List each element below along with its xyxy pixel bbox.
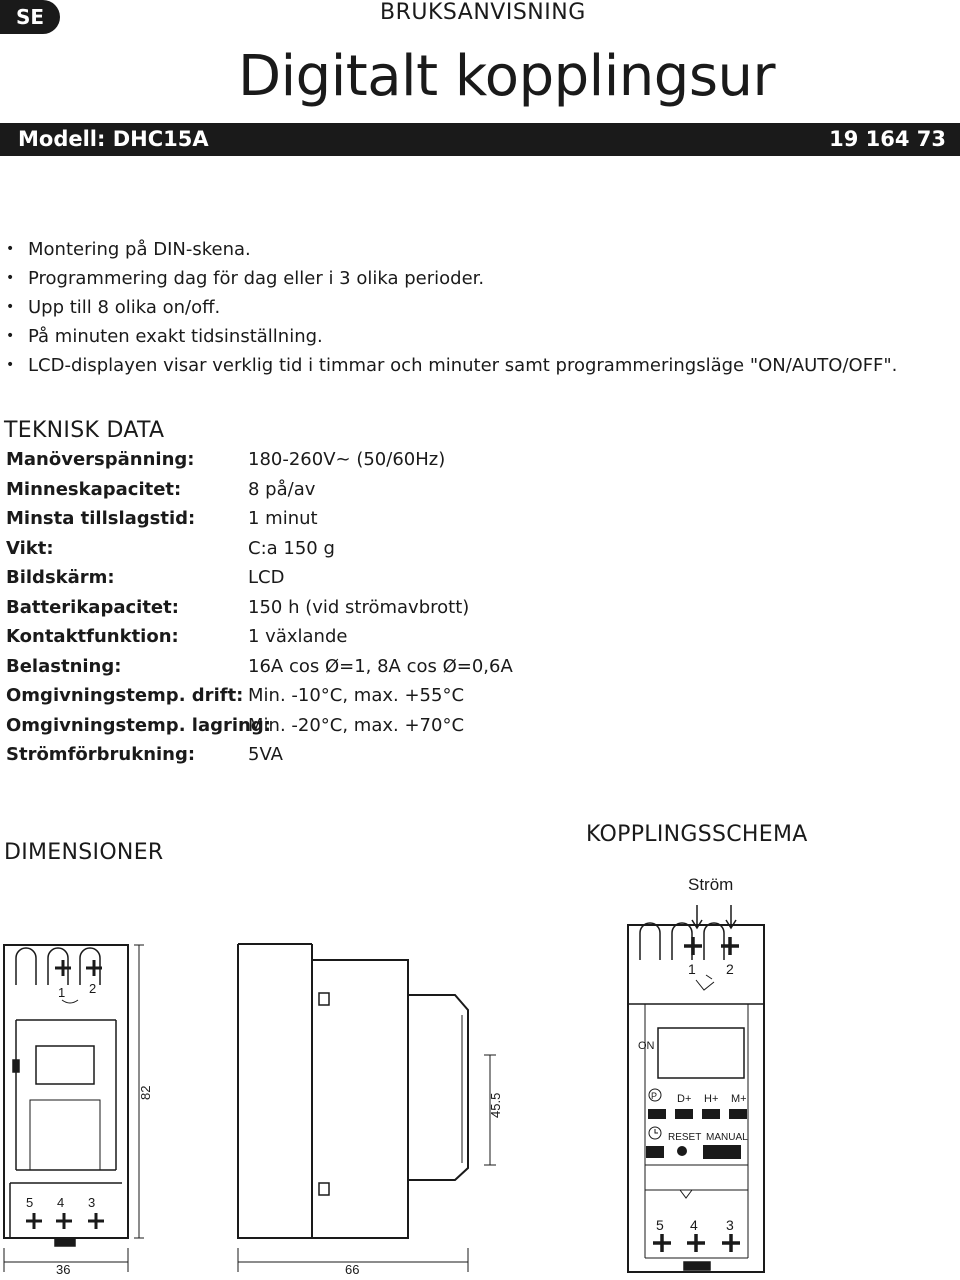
bullet-icon: • <box>6 299 15 315</box>
spec-value: 150 h (vid strömavbrott) <box>248 596 470 618</box>
height-dimension: 82 <box>138 1085 153 1100</box>
spec-value: 1 växlande <box>248 626 348 647</box>
button-label-d-plus: D+ <box>677 1093 692 1105</box>
spec-value: C:a 150 g <box>248 537 335 559</box>
spec-value: LCD <box>248 567 285 588</box>
wiring-diagram <box>628 875 765 1272</box>
spec-value: 16A cos Ø=1, 8A cos Ø=0,6A <box>248 655 513 677</box>
program-symbol: P <box>651 1091 658 1101</box>
spec-label: Manöverspänning: <box>6 449 195 470</box>
width-dimension: 36 <box>56 1262 71 1277</box>
bullet-icon: • <box>6 357 15 373</box>
feature-text: På minuten exakt tidsinställning. <box>28 326 323 347</box>
page-title: Digitalt kopplingsur <box>238 44 776 109</box>
front-view-drawing <box>4 945 153 1277</box>
bullet-icon: • <box>6 241 15 257</box>
spec-label: Minneskapacitet: <box>6 478 182 500</box>
terminal-label: 2 <box>89 981 97 996</box>
reset-label: RESET <box>668 1132 702 1143</box>
wiring-heading: KOPPLINGSSCHEMA <box>586 822 808 847</box>
spec-value: 5VA <box>248 744 283 765</box>
button-label-h-plus: H+ <box>704 1093 719 1105</box>
dimensions-heading: DIMENSIONER <box>4 840 164 865</box>
on-indicator-label: ON <box>638 1040 655 1052</box>
side-view-drawing <box>238 944 503 1277</box>
manual-label: MANUAL <box>706 1132 748 1143</box>
spec-value: 8 på/av <box>248 478 316 500</box>
terminal-label: 1 <box>58 985 66 1000</box>
bullet-icon: • <box>6 270 15 286</box>
spec-label: Batterikapacitet: <box>6 596 179 618</box>
language-badge: SE <box>0 0 60 34</box>
document-type: BRUKSANVISNING <box>380 0 586 25</box>
terminal-label: 3 <box>88 1195 96 1210</box>
terminal-label: 4 <box>57 1195 65 1210</box>
feature-text: Montering på DIN-skena. <box>28 239 251 260</box>
spec-label: Minsta tillslagstid: <box>6 508 196 529</box>
spec-label: Omgivningstemp. drift: <box>6 685 244 706</box>
button-label-m-plus: M+ <box>731 1093 747 1105</box>
model-name: Modell: DHC15A <box>18 127 209 151</box>
spec-value: Min. -20°C, max. +70°C <box>248 714 465 736</box>
spec-value: 180-260V~ (50/60Hz) <box>248 449 446 470</box>
feature-text: LCD-displayen visar verklig tid i timmar och minuter samt programmeringsläge "ON/AUTO/OFF". <box>28 355 898 376</box>
spec-value: Min. -10°C, max. +55°C <box>248 685 465 706</box>
terminal-label: 5 <box>26 1195 34 1210</box>
feature-text: Programmering dag för dag eller i 3 olika perioder. <box>28 268 485 289</box>
spec-label: Belastning: <box>6 655 122 677</box>
bullet-icon: • <box>6 328 15 344</box>
technical-data-heading: TEKNISK DATA <box>4 418 165 443</box>
terminal-label: 1 <box>688 961 696 977</box>
article-number: 19 164 73 <box>829 127 946 151</box>
inner-height-dimension: 45.5 <box>488 1092 503 1118</box>
feature-text: Upp till 8 olika on/off. <box>28 297 221 318</box>
depth-dimension: 66 <box>345 1262 360 1277</box>
terminal-label: 2 <box>726 961 734 977</box>
terminal-label: 3 <box>726 1217 734 1233</box>
spec-label: Bildskärm: <box>6 567 115 588</box>
spec-label: Kontaktfunktion: <box>6 626 179 647</box>
terminal-label: 4 <box>690 1217 698 1233</box>
spec-label: Strömförbrukning: <box>6 744 196 765</box>
spec-label: Omgivningstemp. lagring: <box>6 714 271 736</box>
spec-value: 1 minut <box>248 508 318 529</box>
power-label: Ström <box>688 875 734 894</box>
spec-label: Vikt: <box>6 537 54 559</box>
terminal-label: 5 <box>656 1217 664 1233</box>
